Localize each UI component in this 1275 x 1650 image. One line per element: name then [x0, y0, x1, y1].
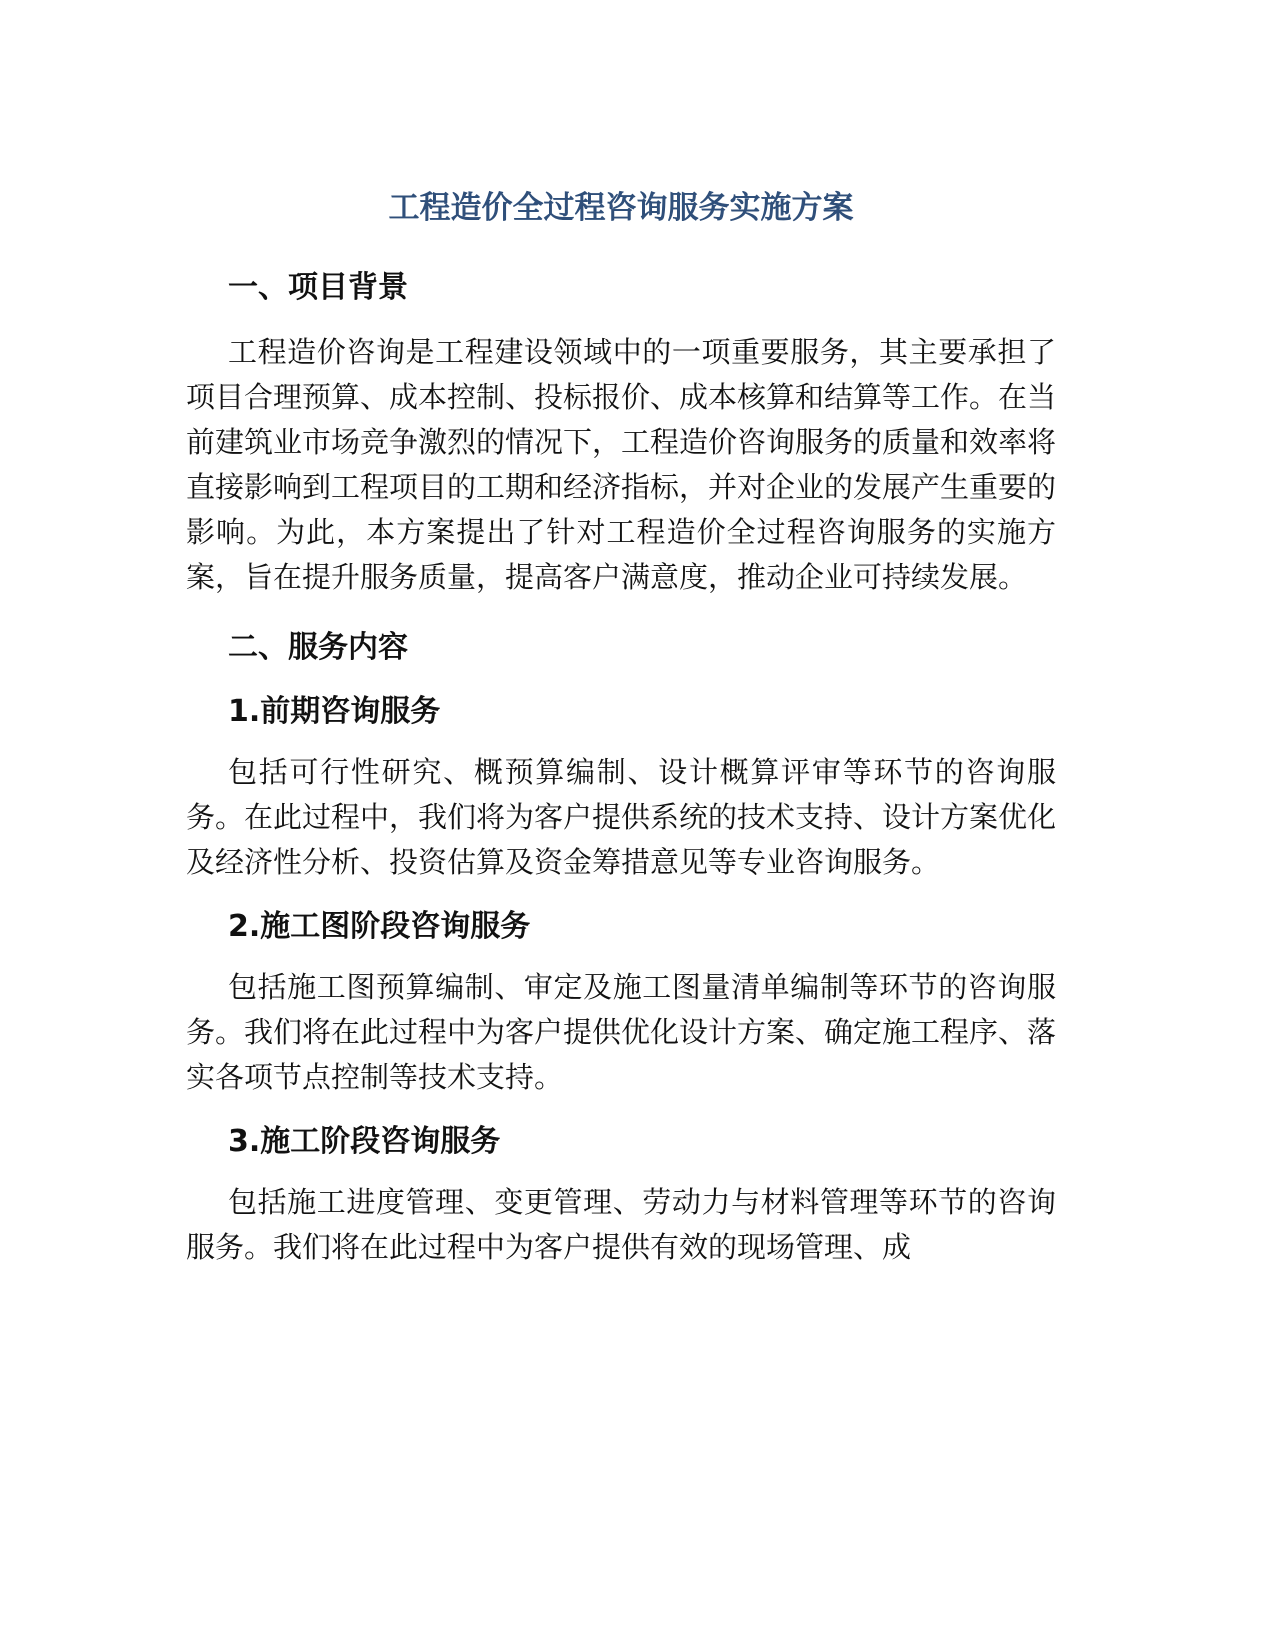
section-heading-background: 一、项目背景	[228, 270, 408, 305]
subsection-paragraph-preliminary: 包括可行性研究、概预算编制、设计概算评审等环节的咨询服务。在此过程中，我们将为客户提供系统的技术支持、设计方案优化及经济性分析、投资估算及资金筹措意见等专业咨询服务。	[186, 755, 1057, 879]
subsection-paragraph-construction: 包括施工进度管理、变更管理、劳动力与材料管理等环节的咨询服务。我们将在此过程中为客户提供有效的现场管理、成	[186, 1185, 1056, 1264]
section-heading-services: 二、服务内容	[228, 630, 408, 665]
subsection-heading-construction: 3.施工阶段咨询服务	[228, 1124, 501, 1159]
subsection-paragraph-construction-drawing: 包括施工图预算编制、审定及施工图量清单编制等环节的咨询服务。我们将在此过程中为客户提供优化设计方案、确定施工程序、落实各项节点控制等技术支持。	[186, 970, 1057, 1094]
document-title: 工程造价全过程咨询服务实施方案	[388, 190, 854, 226]
subsection-heading-preliminary: 1.前期咨询服务	[228, 694, 441, 729]
subsection-heading-construction-drawing: 2.施工图阶段咨询服务	[228, 909, 531, 944]
document-content	[186, 186, 1056, 1290]
section-paragraph-background: 工程造价咨询是工程建设领域中的一项重要服务，其主要承担了项目合理预算、成本控制、投标报价、成本核算和结算等工作。在当前建筑业市场竞争激烈的情况下，工程造价咨询服务的质量和效率将直接影响到工程项目的工期和经济指标，并对企业的发展产生重要的影响。为此，本方案提出了针对工程造价全过程咨询服务的实施方案，旨在提升服务质量，提高客户满意度，推动企业可持续发展。	[186, 335, 1057, 594]
